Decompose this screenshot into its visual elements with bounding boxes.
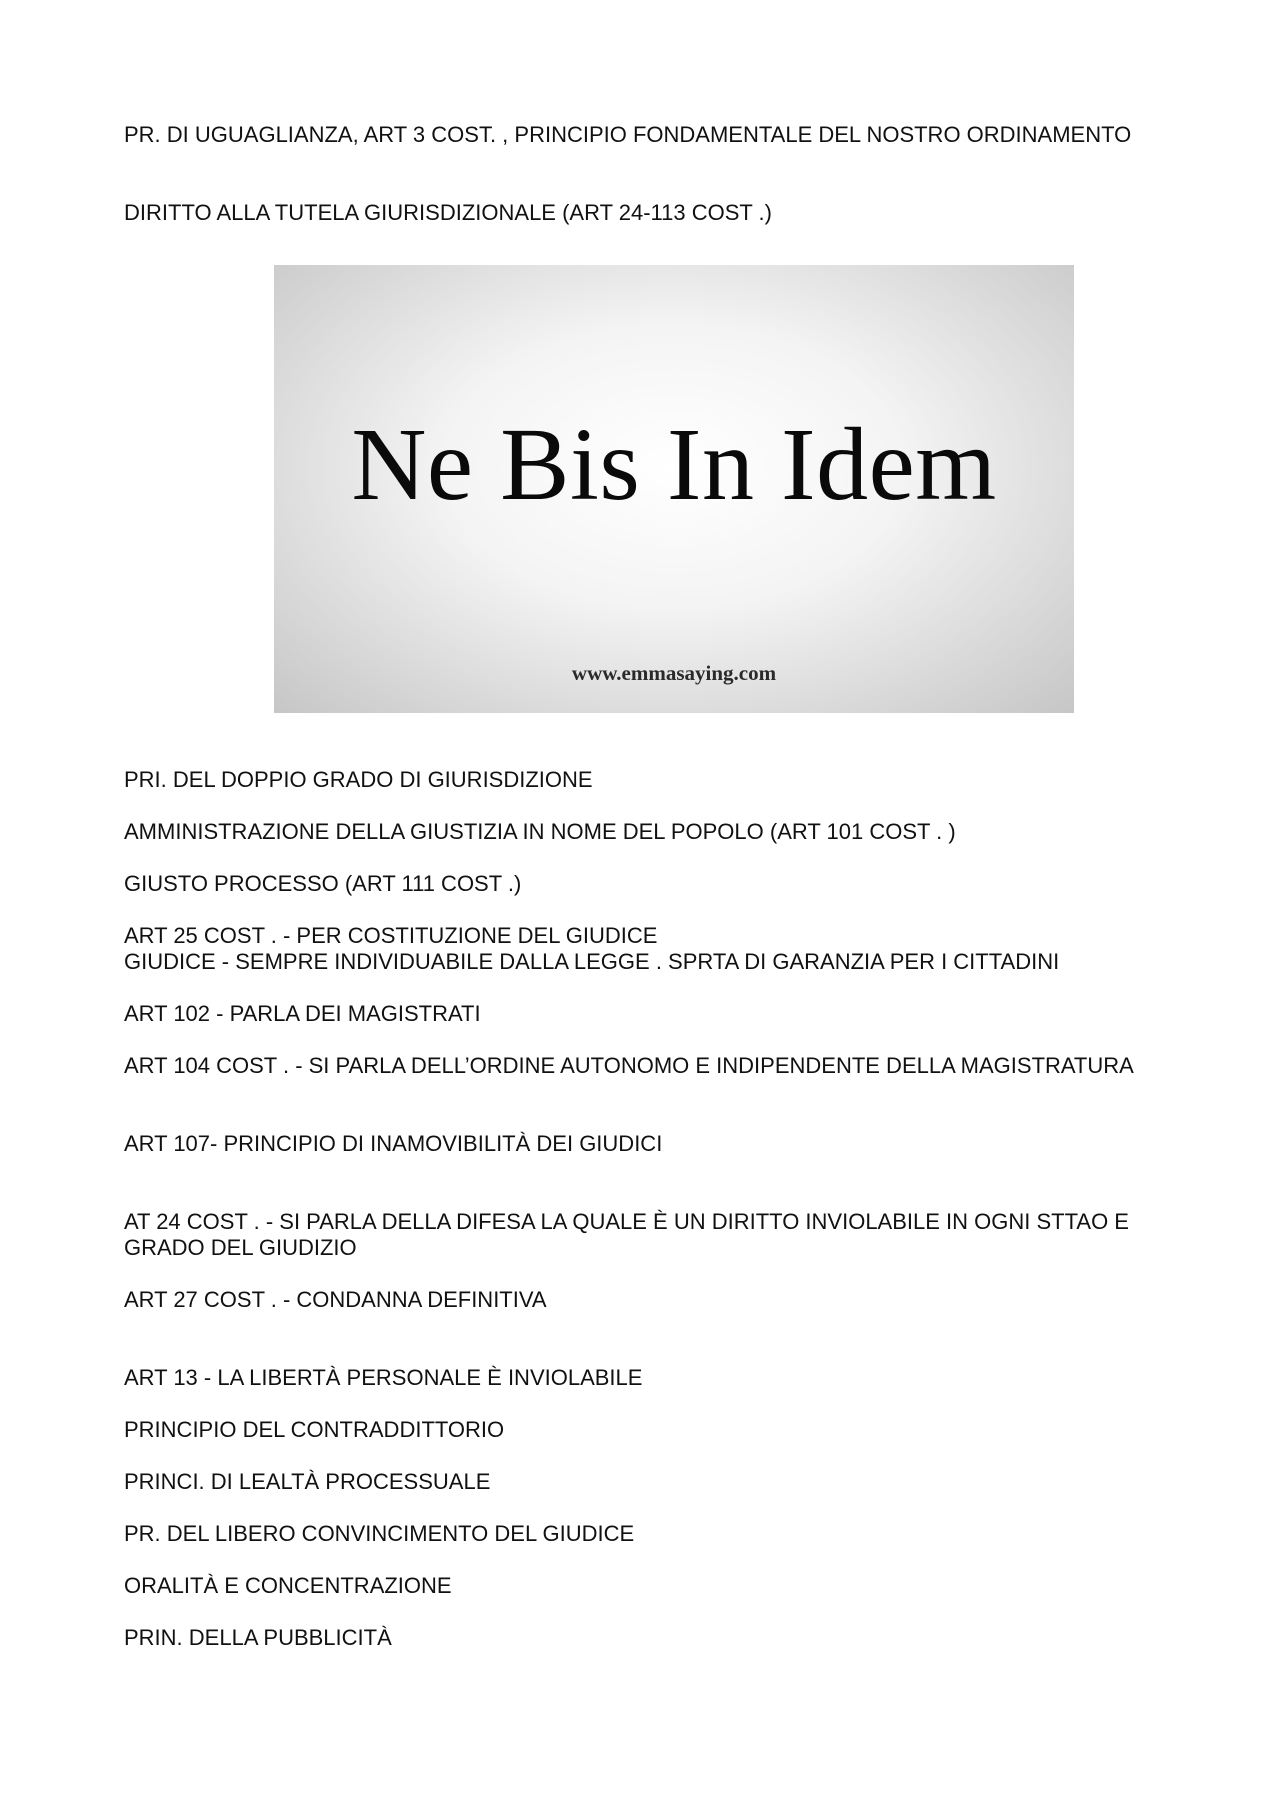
image-title: Ne Bis In Idem [351, 407, 997, 522]
image-url: www.emmasaying.com [571, 661, 777, 685]
paragraph-pubblicita: PRIN. DELLA PUBBLICITÀ [124, 1625, 392, 1650]
paragraph-lealta-processuale: PRINCI. DI LEALTÀ PROCESSUALE [124, 1469, 491, 1494]
paragraph-art-24-difesa: AT 24 COST . - SI PARLA DELLA DIFESA LA QUALE È UN DIRITTO INVIOLABILE IN OGNI STTAO E GRADO DEL GIUDIZIO [124, 1209, 1129, 1260]
paragraph-tutela-giurisdizionale: DIRITTO ALLA TUTELA GIURISDIZIONALE (ART 24-113 COST .) [124, 200, 772, 225]
paragraph-art-104: ART 104 COST . - SI PARLA DELL’ORDINE AUTONOMO E INDIPENDENTE DELLA MAGISTRATURA [124, 1053, 1134, 1078]
paragraph-uguaglianza: PR. DI UGUAGLIANZA, ART 3 COST. , PRINCIPIO FONDAMENTALE DEL NOSTRO ORDINAMENTO [124, 122, 1132, 147]
paragraph-art-13: ART 13 - LA LIBERTÀ PERSONALE È INVIOLABILE [124, 1365, 643, 1390]
paragraph-doppio-grado: PRI. DEL DOPPIO GRADO DI GIURISDIZIONE [124, 767, 593, 792]
paragraph-amministrazione-giustizia: AMMINISTRAZIONE DELLA GIUSTIZIA IN NOME DEL POPOLO (ART 101 COST . ) [124, 819, 956, 844]
paragraph-giudice-individuabile: GIUDICE - SEMPRE INDIVIDUABILE DALLA LEGGE . SPRTA DI GARANZIA PER I CITTADINI [124, 949, 1060, 974]
paragraph-art-107: ART 107- PRINCIPIO DI INAMOVIBILITÀ DEI GIUDICI [124, 1131, 663, 1156]
paragraph-art-25: ART 25 COST . - PER COSTITUZIONE DEL GIUDICE [124, 923, 658, 948]
paragraph-libero-convincimento: PR. DEL LIBERO CONVINCIMENTO DEL GIUDICE [124, 1521, 635, 1546]
ne-bis-in-idem-image [274, 265, 1074, 713]
paragraph-giusto-processo: GIUSTO PROCESSO (ART 111 COST .) [124, 871, 522, 896]
paragraph-art-27: ART 27 COST . - CONDANNA DEFINITIVA [124, 1287, 547, 1312]
paragraph-oralita: ORALITÀ E CONCENTRAZIONE [124, 1573, 452, 1598]
paragraph-contraddittorio: PRINCIPIO DEL CONTRADDITTORIO [124, 1417, 505, 1442]
paragraph-art-102: ART 102 - PARLA DEI MAGISTRATI [124, 1001, 481, 1026]
